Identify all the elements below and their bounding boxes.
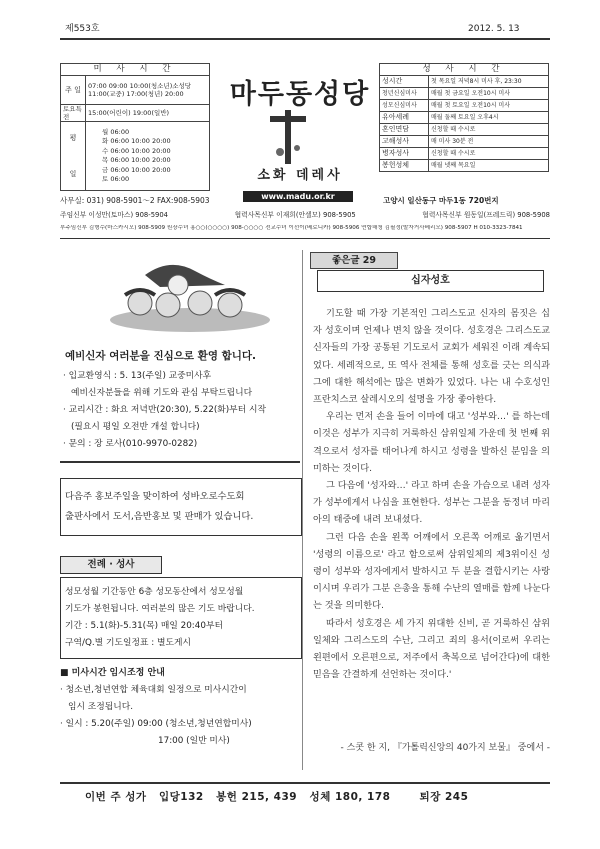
article-source: - 스콧 한 지, 『가톨릭신앙의 40가지 보물』 중에서 - bbox=[340, 743, 550, 753]
mass-times-box bbox=[60, 63, 210, 191]
weekday-row bbox=[102, 156, 207, 166]
weekday-row bbox=[102, 166, 207, 176]
header-bottom-rule bbox=[60, 238, 550, 239]
weekday-times: 06:00 10:00 20:00 bbox=[110, 137, 171, 146]
weekday-label-1: 평 bbox=[69, 133, 77, 142]
weekday-label-2: 일 bbox=[69, 170, 77, 179]
liturgy-line: 구역/Q.별 기도일정표 : 별도게시 bbox=[65, 638, 192, 648]
article-paragraph: 그 다음에 '성자와…' 라고 하며 손을 가슴으로 내려 성자가 성부에게서 나심을 표현한다. 성부는 그분을 동정녀 마리아의 태중에 내려 보내셨다. bbox=[313, 480, 550, 526]
weekday-times: 06:00 10:00 20:00 bbox=[110, 165, 171, 174]
sunday-times-2: 11:00(교중) 17:00(청년) 20:00 bbox=[88, 90, 184, 98]
sacrament-title: 성 사 시 간 bbox=[380, 64, 549, 76]
welcome-title: 예비신자 여러분을 진심으로 환영 합니다. bbox=[65, 350, 257, 362]
weekday-day: 목 bbox=[102, 156, 109, 165]
staff-entry: 협력사목신부 원동일(프레드릭) 908-5908 bbox=[422, 211, 550, 219]
sacrament-label: 봉헌성체 bbox=[380, 160, 429, 172]
welcome-list bbox=[63, 368, 293, 453]
issue-number: 제553호 bbox=[65, 24, 100, 34]
article-paragraph: 기도할 때 가장 기본적인 그리스도교 신자의 몸짓은 십자 성호이며 언제나 변치 않을 것이다. 성호경은 그리스도교 신자들의 가장 공통된 기도로서 교회가 세워진 이래 계속되었다. 세례적으로, 또 역사 전체를 통해 성호를 긋는 의식과 그에 대한 해석에는 많은 변화가 있었다. 나는 내 수호성인 프란치스코 살레시오의 설명을 가장 좋아한다. bbox=[313, 308, 550, 406]
weekday-row bbox=[102, 147, 207, 157]
notice-line: 출판사에서 도서,음반홍보 및 판매가 있습니다. bbox=[65, 511, 254, 522]
sacrament-value: 첫 목요일 저녁8시 미사 후, 23:30 bbox=[429, 76, 549, 88]
weekday-day: 수 bbox=[102, 146, 109, 155]
sacrament-value: 매월 첫 금요일 오전10시 미사 bbox=[429, 88, 549, 100]
sunday-label: 주 일 bbox=[61, 76, 86, 105]
mass-times-title: 미 사 시 간 bbox=[61, 64, 210, 76]
saturday-label: 토요특전 bbox=[61, 105, 86, 122]
church-sub: 소화 데레사 bbox=[257, 168, 343, 183]
top-rule bbox=[60, 38, 550, 40]
liturgy-box bbox=[60, 577, 302, 659]
sacrament-label: 혼인면담 bbox=[380, 124, 429, 136]
sacrament-value: 매월 넷째 목요일 bbox=[429, 160, 549, 172]
sacrament-label: 고해성사 bbox=[380, 136, 429, 148]
sacrament-value: 매 미사 30분 전 bbox=[429, 136, 549, 148]
footer-rule bbox=[60, 782, 550, 784]
website[interactable]: www.madu.or.kr bbox=[243, 191, 353, 202]
left-divider bbox=[60, 461, 300, 463]
hymn-footer: 이번 주 성가 입당132 봉헌 215, 439 성체 180, 178 퇴장 245 bbox=[85, 791, 469, 803]
weekday-day: 금 bbox=[102, 165, 109, 174]
sacrament-box bbox=[379, 63, 549, 172]
square-bullet-icon: ■ bbox=[60, 668, 72, 678]
staff-entry: 협력사목신부 이재희(안셀모) 908-5905 bbox=[234, 211, 356, 219]
article-paragraph: 그런 다음 손을 왼쪽 어깨에서 오른쪽 어깨로 옮기면서 '성령의 이름으로' 라고 함으로써 삼위일체의 제3위이신 성령이 성부와 성자에게서 발하시고 두 분을 결합시키는 사랑이시며 우리가 그분 은총을 통해 수난의 열매를 함께 나눈다는 것을 의미한다. bbox=[313, 531, 550, 612]
article-paragraph: 우리는 먼저 손을 들어 이마에 대고 '성부와…' 를 하는데 이것은 성부가 지극히 거룩하신 삼위일체 가운데 첫 번째 위격으로서 성자를 태어나게 하시고 성령을 발하신 분임을 의미하는 것이다. bbox=[313, 411, 550, 474]
church-name: 마두동성당 bbox=[229, 79, 371, 110]
sacrament-label: 병자성사 bbox=[380, 148, 429, 160]
staff-line-2: 부주임신부 김형수(마스카시오) 908-5909 원장수녀 홍○○(○○○○) 908-○○○○ 전교수녀 이선이(베로니카) 908-5906 연합해청 김필정(발자거사베리오) 908-5907 H 010-3323-7841 bbox=[60, 225, 523, 231]
weekday-times: 06:00 10:00 20:00 bbox=[110, 156, 171, 165]
article-paragraph: 따라서 성호경은 세 가지 위대한 신비, 곧 거룩하신 삼위일체와 그리스도의 수난, 그리고 죄의 용서(이로써 우리는 왼편에서 오른편으로, 저주에서 축복으로 넘어간다)에 대한 믿음을 간결하게 선언하는 것이다.' bbox=[313, 617, 550, 681]
sunday-times-1: 07:00 09:00 10:00(청소년)소성당 bbox=[88, 81, 192, 90]
weekday-row bbox=[102, 137, 207, 147]
welcome-item: (필요시 평일 오전반 개설 합니다) bbox=[71, 422, 200, 432]
issue-date: 2012. 5. 13 bbox=[468, 24, 520, 34]
sacrament-label: 성모신심미사 bbox=[380, 100, 429, 112]
liturgy-header: 전례 · 성사 bbox=[60, 556, 162, 574]
weekday-times: 06:00 bbox=[110, 175, 130, 184]
welcome-item: 예비신자분들을 위해 기도와 관심 부탁드립니다 bbox=[71, 388, 253, 398]
sacrament-label: 유아세례 bbox=[380, 112, 429, 124]
staff-line-1 bbox=[60, 211, 550, 219]
mass-change-title: 미사시간 임시조정 안내 bbox=[71, 668, 165, 678]
liturgy-line: 기간 : 5.1(화)-5.31(목) 매일 20:40부터 bbox=[65, 621, 223, 631]
liturgy-line: 성모성월 기간동안 6층 성모동산에서 성모성월 bbox=[65, 587, 244, 597]
column-divider bbox=[302, 250, 303, 770]
article-body bbox=[313, 305, 550, 683]
mass-change-list bbox=[60, 682, 295, 750]
liturgy-line: 기도가 봉헌됩니다. 여러분의 많은 기도 바랍니다. bbox=[65, 604, 255, 614]
promo-notice-box bbox=[60, 478, 302, 536]
article-title: 십자성호 bbox=[317, 270, 544, 292]
weekday-day: 화 bbox=[102, 137, 109, 146]
weekday-times: 06:00 10:00 20:00 bbox=[110, 146, 171, 155]
mass-change-line: 임시 조정됩니다. bbox=[68, 702, 134, 712]
welcome-item: · 입교환영식 : 5. 13(주일) 교중미사후 bbox=[63, 371, 212, 381]
sacrament-value: 신청할 때 수시로 bbox=[429, 148, 549, 160]
mass-change-line: · 일시 : 5.20(주일) 09:00 (청소년,청년연합미사) bbox=[60, 719, 252, 729]
welcome-item: · 문의 : 장 로사(010-9970-0282) bbox=[63, 439, 198, 449]
sacrament-value: 매월 둘째 토요일 오후4시 bbox=[429, 112, 549, 124]
mass-change-heading bbox=[60, 665, 165, 678]
sacrament-label: 청년신심미사 bbox=[380, 88, 429, 100]
mass-change-line: · 청소년,청년연합 체육대회 일정으로 미사시간이 bbox=[60, 685, 247, 695]
weekday-row bbox=[102, 128, 207, 138]
cross-logo-icon bbox=[258, 108, 318, 172]
weekday-row bbox=[102, 175, 207, 185]
staff-entry: 주임신부 이성만(토마스) 908-5904 bbox=[60, 211, 169, 219]
sacrament-value: 신청할 때 수시로 bbox=[429, 124, 549, 136]
notice-line: 다음주 홍보주일을 맞이하여 성바오로수도회 bbox=[65, 491, 245, 502]
address: 고양시 일산동구 마두1동 720번지 bbox=[383, 196, 499, 205]
phone-fax: 사무실: 031) 908-5901～2 FAX:908-5903 bbox=[60, 196, 210, 205]
weekday-day: 월 bbox=[102, 127, 109, 136]
weekday-times: 06:00 bbox=[110, 127, 130, 136]
section-label: 좋은글 29 bbox=[310, 252, 398, 269]
sacrament-value: 매월 첫 토요일 오전10시 미사 bbox=[429, 100, 549, 112]
children-illustration-icon bbox=[100, 255, 280, 339]
saturday-times: 15:00(어린이) 19:00(일반) bbox=[86, 105, 210, 122]
welcome-item: · 교리시간 : 화요 저녁반(20:30), 5.22(화)부터 시작 bbox=[63, 405, 266, 415]
mass-change-line: 17:00 (일반 미사) bbox=[158, 736, 230, 746]
weekday-day: 토 bbox=[102, 175, 109, 184]
sacrament-label: 성시간 bbox=[380, 76, 429, 88]
